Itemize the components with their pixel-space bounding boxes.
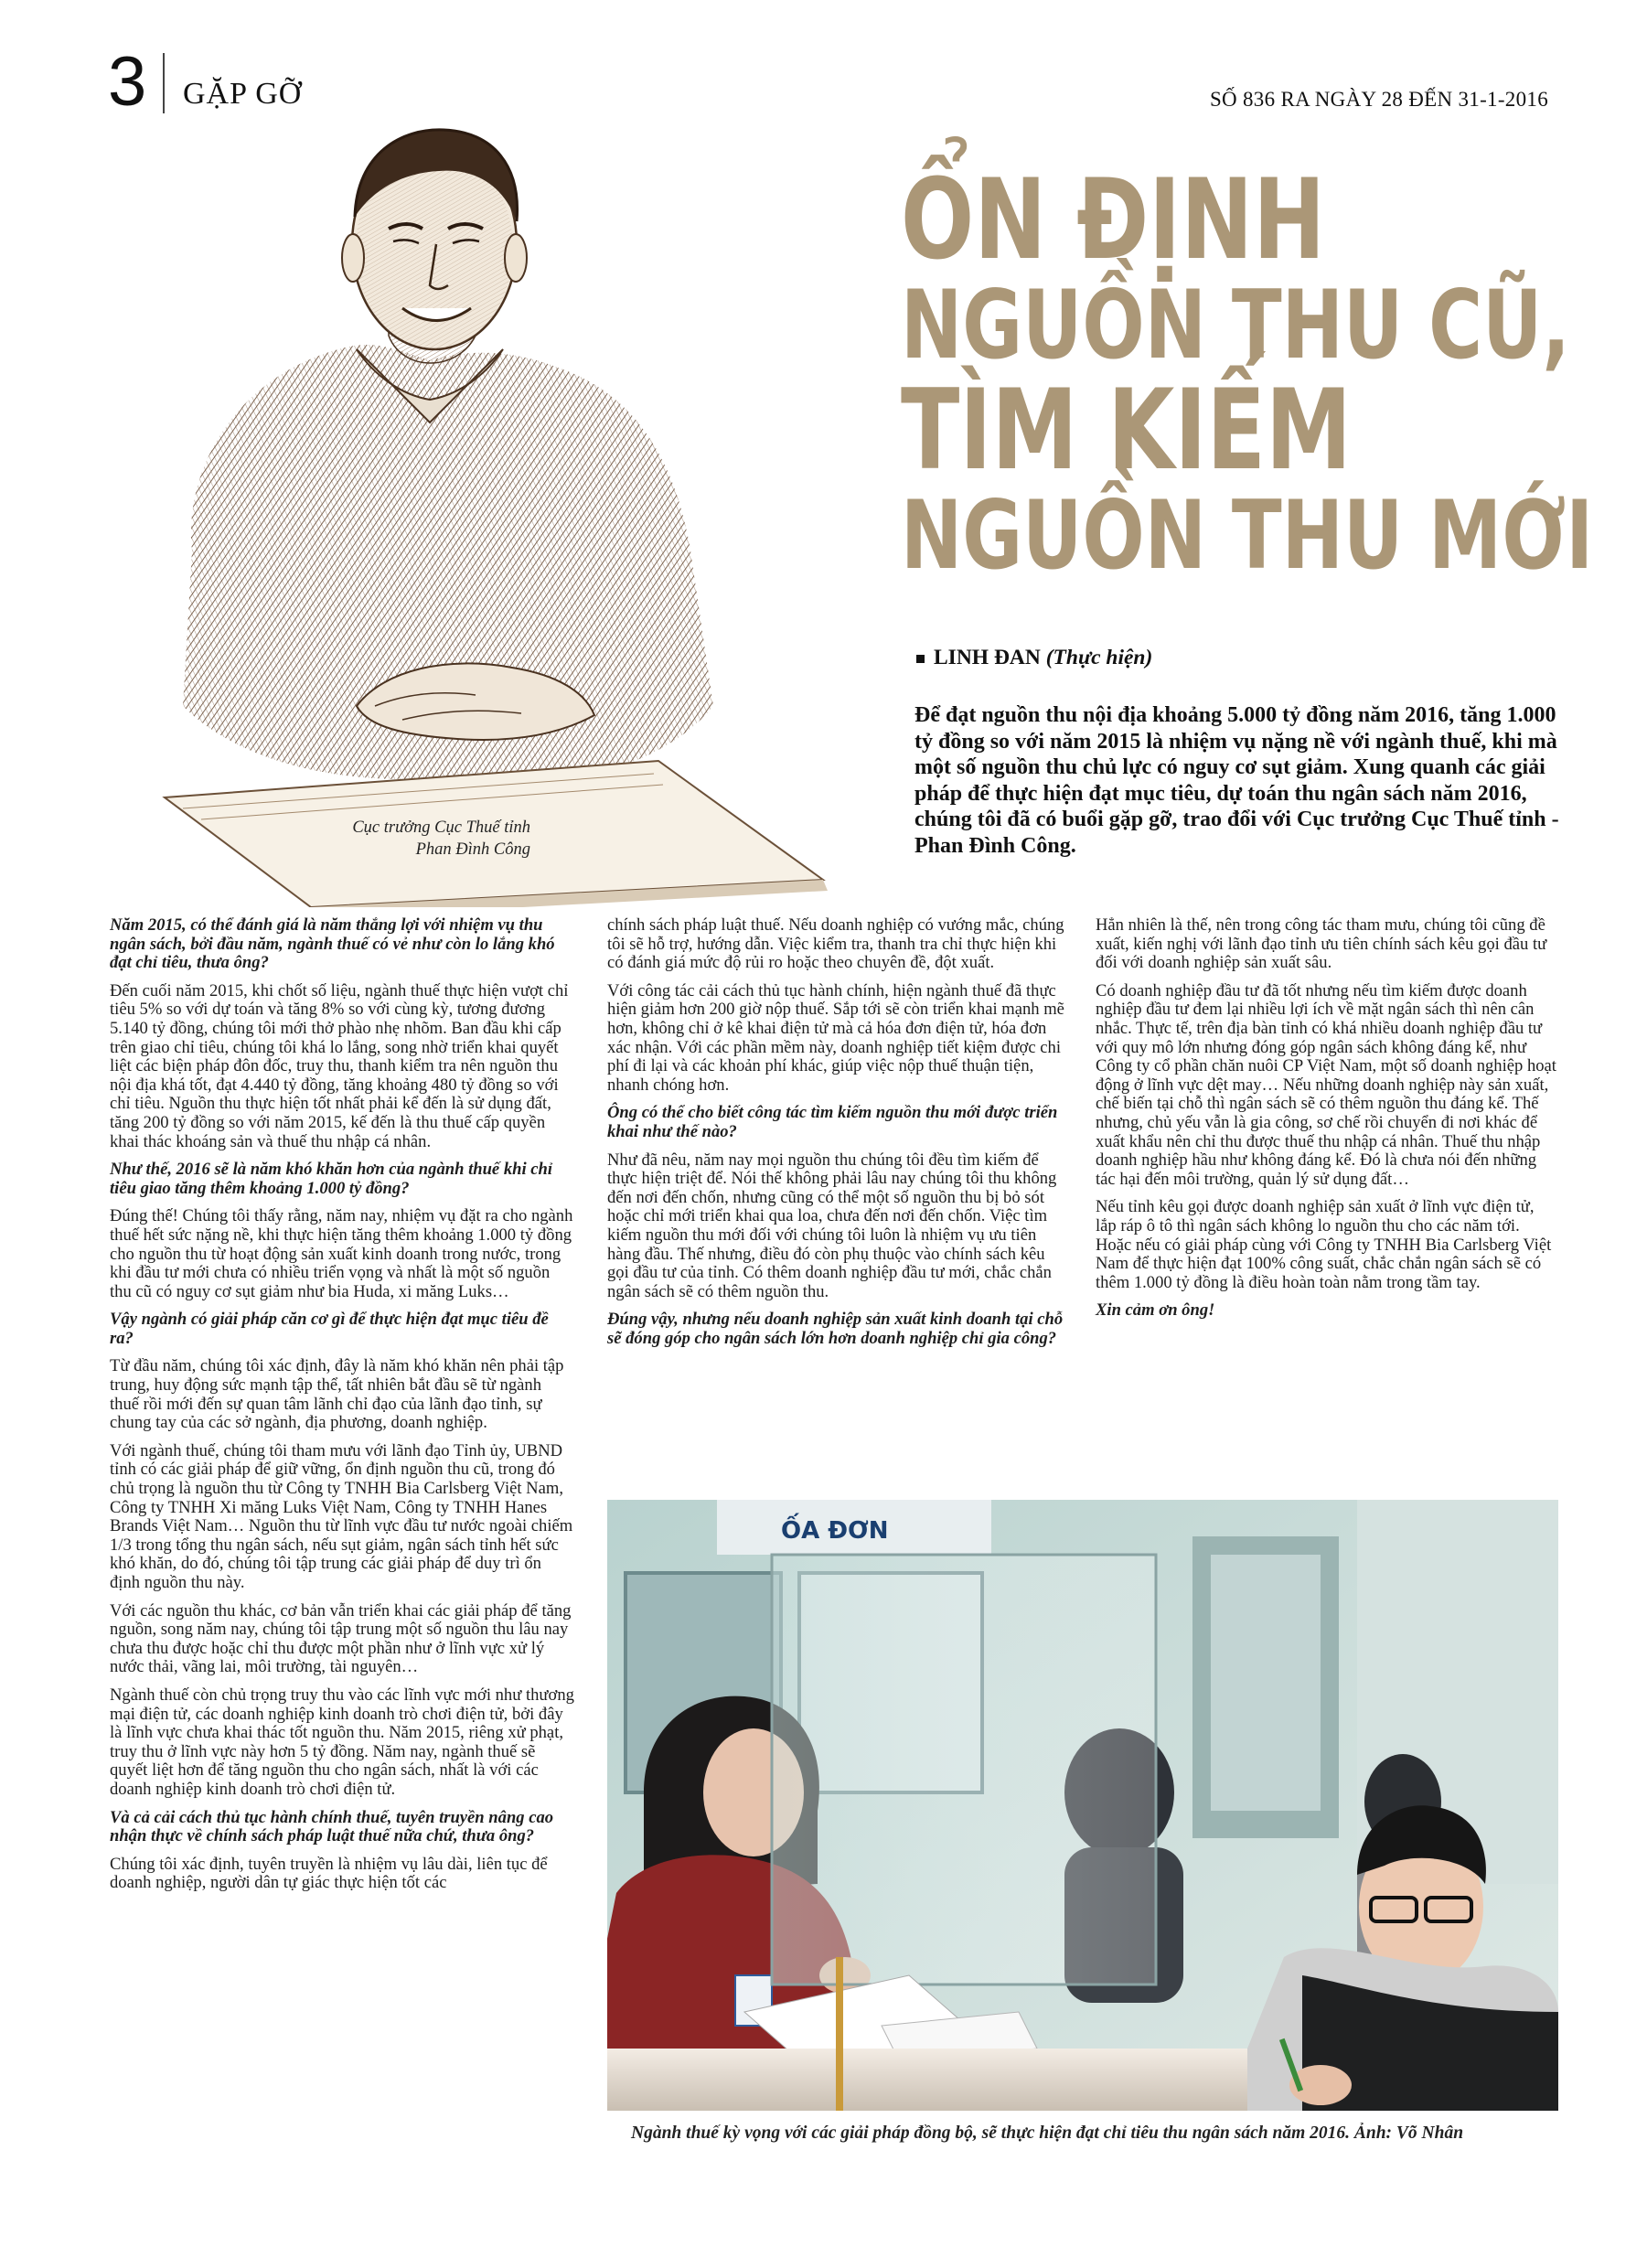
section-title: GẶP GỠ xyxy=(183,77,303,111)
article-column-2 xyxy=(607,916,1064,1357)
bullet-square-icon xyxy=(916,655,925,663)
interview-answer: chính sách pháp luật thuế. Nếu doanh nghiệp có vướng mắc, chúng tôi sẽ hỗ trợ, hướng dẫn. Việc kiểm tra, thanh tra chỉ thực hiện khi có đánh giá mức độ rủi ro hoặc theo chuyên đề, đột xuất. xyxy=(607,915,1064,973)
issue-date: SỐ 836 RA NGÀY 28 ĐẾN 31-1-2016 xyxy=(1209,88,1548,111)
interview-question: Vậy ngành có giải pháp căn cơ gì để thực hiện đạt mục tiêu đề ra? xyxy=(110,1310,549,1348)
byline-author: LINH ĐAN xyxy=(934,646,1041,669)
interview-question: Và cả cải cách thủ tục hành chính thuế, tuyên truyền nâng cao nhận thực về chính sách pháp luật thuế nữa chứ, thưa ông? xyxy=(110,1807,554,1846)
interview-answer: Như đã nêu, năm nay mọi nguồn thu chúng tôi đều tìm kiếm để thực hiện triệt để. Nói thế không phải lâu nay chúng tôi thu không đến nơi đến chốn, nhưng cũng có thể một số nguồn thu bị bỏ sót hoặc chỉ mới triển khai qua loa, chưa đến nơi đến chốn. Việc tìm kiếm nguồn thu mới đối với chúng tôi luôn là nhiệm vụ ưu tiên hàng đầu. Thế nhưng, điều đó còn phụ thuộc vào chính sách kêu gọi đầu tư của tỉnh. Có thêm doanh nghiệp đầu tư mới, chắc chắn ngân sách sẽ có thêm nguồn thu. xyxy=(607,1150,1057,1301)
portrait-illustration xyxy=(128,121,860,907)
portrait-caption xyxy=(274,817,530,861)
interview-answer: Hẳn nhiên là thế, nên trong công tác tham mưu, chúng tôi cũng đề xuất, kiến nghị với lãnh đạo tỉnh ưu tiên chính sách kêu gọi đầu tư đối với doanh nghiệp sản xuất sâu. xyxy=(1096,915,1547,973)
interview-answer: Nếu tỉnh kêu gọi được doanh nghiệp sản xuất ở lĩnh vực điện tử, lắp ráp ô tô thì ngân sách không lo nguồn thu cho các năm tới. Hoặc nếu có giải pháp cùng với Công ty TNHH Bia Carlsberg Việt Nam để thực hiện đạt 100% công suất, chắc chắn ngân sách sẽ có thêm 1.000 tỷ đồng là điều hoàn toàn nằm trong tầm tay. xyxy=(1096,1197,1552,1292)
page-number: 3 xyxy=(108,43,147,121)
byline xyxy=(916,646,1152,670)
interview-answer: Từ đầu năm, chúng tôi xác định, đây là năm khó khăn nên phải tập trung, huy động sức mạnh tập thể, tất nhiên bắt đầu sẽ từ ngành thuế rồi mới đến sự quan tâm lãnh chỉ đạo của lãnh đạo tỉnh, sự chung tay của các sở ngành, địa phương, doanh nghiệp. xyxy=(110,1356,564,1433)
interview-answer: Với ngành thuế, chúng tôi tham mưu với lãnh đạo Tỉnh ủy, UBND tỉnh có các giải pháp để giữ vững, ổn định nguồn thu cũ, trong đó chủ trọng là nguồn thu từ Công ty TNHH Bia Carlsberg Việt Nam, Công ty TNHH Xi măng Luks Việt Nam, Công ty TNHH Hanes Brands Việt Nam… Nguồn thu từ lĩnh vực đầu tư nước ngoài chiếm 1/3 trong tổng thu ngân sách, nếu sụt giảm, ngân sách tỉnh hết sức khó khăn, do đó, chúng tôi tập trung các giải pháp để duy trì ổn định nguồn thu này. xyxy=(110,1440,573,1592)
interview-answer: Đúng thế! Chúng tôi thấy rằng, năm nay, nhiệm vụ đặt ra cho ngành thuế hết sức nặng nề, khi thực hiện tăng thêm khoảng 1.000 tỷ đồng cho nguồn thu từ hoạt động sản xuất kinh doanh trong nước, trong khi đầu tư mới chưa có nhiều triển vọng và nhất là một số nguồn thu cũ có nguy cơ sụt giảm như bia Huda, xi măng Luks… xyxy=(110,1206,573,1301)
interview-answer: Chúng tôi xác định, tuyên truyền là nhiệm vụ lâu dài, liên tục để doanh nghiệp, người dân tự giác thực hiện tốt các xyxy=(110,1854,548,1893)
interview-answer: Có doanh nghiệp đầu tư đã tốt nhưng nếu tìm kiếm được doanh nghiệp đầu tư đem lại nhiều lợi ích về mặt ngân sách thì nên cân nhắc. Thực tế, trên địa bàn tỉnh có khá nhiều doanh nghiệp đầu tư với quy mô lớn nhưng đóng góp ngân sách không đáng kể, như Công ty cổ phần chăn nuôi CP Việt Nam, một số doanh nghiệp hoạt động ở lĩnh vực dệt may… Nếu những doanh nghiệp này sản xuất, chế biến tại chỗ thì ngân sách sẽ có thêm nguồn thu đáng kể. Thế nhưng, chủ yếu vẫn là gia công, sơ chế rồi chuyển đi nơi khác để xuất khẩu nên chỉ thu được thuế thu nhập cá nhân. Thuế thu nhập doanh nghiệp hầu như không đáng kể. Đó là chưa nói đến những tác hại đến môi trường, quản lý sử dụng đất… xyxy=(1096,980,1556,1189)
headline-line2: NGUỒN THU CŨ, xyxy=(901,271,1570,380)
portrait-caption-line1: Cục trưởng Cục Thuế tỉnh xyxy=(352,818,530,837)
interview-question: Năm 2015, có thể đánh giá là năm thắng lợi với nhiệm vụ thu ngân sách, bởi đầu năm, ngành thuế có vẻ như còn lo lắng khó đạt chỉ tiêu, thưa ông? xyxy=(110,915,555,973)
headline-line3: TÌM KIẾM xyxy=(901,366,1352,495)
article-column-1 xyxy=(110,916,574,1902)
header-divider xyxy=(163,53,165,113)
interview-question: Ông có thể cho biết công tác tìm kiếm nguồn thu mới được triển khai như thế nào? xyxy=(607,1103,1058,1141)
interview-answer: Ngành thuế còn chủ trọng truy thu vào các lĩnh vực mới như thương mại điện tử, các doanh nghiệp kinh doanh trò chơi điện tử, bởi đây là lĩnh vực chưa khai thác tốt nguồn thu. Năm 2015, riêng xử phạt, truy thu ở lĩnh vực này hơn 5 tỷ đồng. Năm nay, ngành thuế sẽ quyết liệt hơn để tăng nguồn thu cho ngân sách, nhất là với các doanh nghiệp kinh doanh trò chơi điện tử. xyxy=(110,1685,574,1799)
article-column-3 xyxy=(1096,916,1557,1330)
byline-role: (Thực hiện) xyxy=(1045,646,1153,669)
interview-question: Như thế, 2016 sẽ là năm khó khăn hơn của ngành thuế khi chỉ tiêu giao tăng thêm khoảng 1.000 tỷ đồng? xyxy=(110,1160,553,1198)
headline-line1: ỔN ĐỊNH xyxy=(901,155,1326,284)
portrait-caption-line2: Phan Đình Công xyxy=(415,840,530,859)
tax-office-photo xyxy=(607,1500,1558,2111)
lead-paragraph: Để đạt nguồn thu nội địa khoảng 5.000 tỷ đồng năm 2016, tăng 1.000 tỷ đồng so với năm 2015 là nhiệm vụ nặng nề với ngành thuế, khi mà một số nguồn thu chủ lực có nguy cơ sụt giảm. Xung quanh các giải pháp để thực hiện đạt mục tiêu, dự toán thu ngân sách năm 2016, chúng tôi đã có buổi gặp gỡ, trao đổi với Cục trưởng Cục Thuế tỉnh - Phan Đình Công. xyxy=(914,703,1559,858)
photo-caption: Ngành thuế kỳ vọng với các giải pháp đồng bộ, sẽ thực hiện đạt chỉ tiêu thu ngân sách năm 2016. Ảnh: Võ Nhân xyxy=(631,2124,1464,2143)
interview-answer: Với các nguồn thu khác, cơ bản vẫn triển khai các giải pháp để tăng nguồn, song năm nay, chúng tôi tập trung một số nguồn thu lâu nay chưa thu được hoặc chỉ thu được một phần như ở lĩnh vực xử lý nước thải, vãng lai, môi trường, tài nguyên… xyxy=(110,1600,572,1677)
photo-sign-text: ỐA ĐƠN xyxy=(781,1517,889,1545)
interview-answer: Đến cuối năm 2015, khi chốt số liệu, ngành thuế thực hiện vượt chỉ tiêu 5% so với dự toán và tăng 8% so với cùng kỳ, tương đương 5.140 tỷ đồng, chúng tôi mới thở phào nhẹ nhõm. Ban đầu khi cấp trên giao chỉ tiêu, chúng tôi khá lo lắng, song nhờ triển khai quyết liệt các biện pháp đôn đốc, truy thu, thanh kiểm tra nên nguồn thu nội địa khá tốt, đạt 4.440 tỷ đồng, tăng khoảng 480 tỷ đồng so với chỉ tiêu. Nguồn thu thực hiện tốt nhất phải kể đến là sử dụng đất, tăng 200 tỷ đồng so với năm 2015, kế đến là thu thuế cấp quyền khai thác khoáng sản và thuế thu nhập cá nhân. xyxy=(110,980,569,1151)
interview-question: Xin cảm ơn ông! xyxy=(1096,1300,1215,1321)
interview-question: Đúng vậy, nhưng nếu doanh nghiệp sản xuất kinh doanh tại chỗ sẽ đóng góp cho ngân sách lớn hơn doanh nghiệp chỉ gia công? xyxy=(607,1310,1064,1348)
interview-answer: Với công tác cải cách thủ tục hành chính, hiện ngành thuế đã thực hiện giảm hơn 200 giờ nộp thuế. Sắp tới sẽ còn triển khai mạnh mẽ hơn, không chỉ ở kê khai điện tử mà cả hóa đơn điện tử, hóa đơn xác nhận. Với các phần mềm này, doanh nghiệp tiết kiệm được chi phí đi lại và các khoản phí khác, giúp việc nộp thuế thuận tiện, nhanh chóng hơn. xyxy=(607,980,1064,1095)
headline-line4: NGUỒN THU MỚI xyxy=(901,481,1594,591)
headline xyxy=(901,155,1594,591)
